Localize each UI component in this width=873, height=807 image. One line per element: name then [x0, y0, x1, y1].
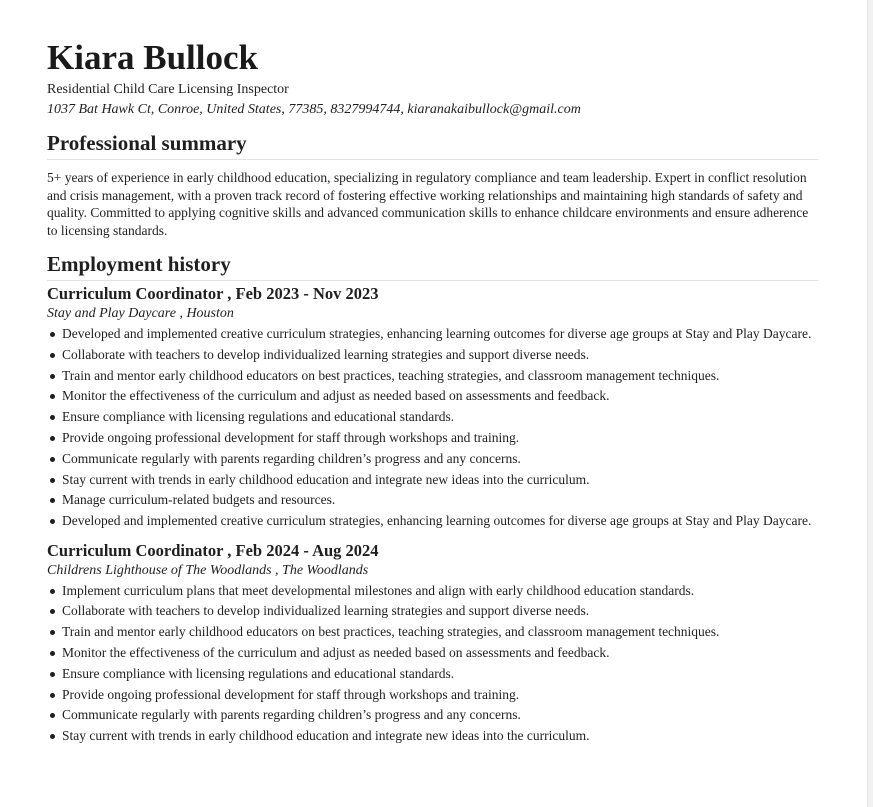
list-item: Manage curriculum-related budgets and resources. [47, 491, 819, 509]
resume-page [47, 36, 819, 748]
list-item: Monitor the effectiveness of the curriculum and adjust as needed based on assessments and feedback. [47, 644, 819, 662]
job-title-dates: Curriculum Coordinator , Feb 2023 - Nov 2023 [47, 284, 379, 303]
list-item: Provide ongoing professional development for staff through workshops and training. [47, 429, 819, 447]
list-item: Train and mentor early childhood educators on best practices, teaching strategies, and classroom management techniques. [47, 623, 819, 641]
list-item: Collaborate with teachers to develop individualized learning strategies and support diverse needs. [47, 346, 819, 364]
list-item: Developed and implemented creative curriculum strategies, enhancing learning outcomes for diverse age groups at Stay and Play Daycare. [47, 325, 819, 343]
candidate-name: Kiara Bullock [47, 38, 258, 77]
summary-section [47, 130, 819, 239]
list-item: Monitor the effectiveness of the curriculum and adjust as needed based on assessments and feedback. [47, 387, 819, 405]
employment-section [47, 251, 819, 745]
job-entry [47, 283, 819, 530]
list-item: Ensure compliance with licensing regulations and educational standards. [47, 665, 819, 683]
summary-text: 5+ years of experience in early childhood education, specializing in regulatory compliance and team leadership. Expert in conflict resolution and crisis management, with a proven track record of fostering effective working relationships and maintaining high standards of safety and quality. Committed to applying cognitive skills and advanced communication skills to enhance childcare environments and ensure adherence to licensing standards. [47, 170, 809, 238]
list-item: Provide ongoing professional development for staff through workshops and training. [47, 686, 819, 704]
employment-heading: Employment history [47, 251, 819, 281]
scrollbar[interactable] [867, 0, 873, 807]
list-item: Train and mentor early childhood educators on best practices, teaching strategies, and classroom management techniques. [47, 367, 819, 385]
job-title-dates: Curriculum Coordinator , Feb 2024 - Aug 2024 [47, 540, 379, 560]
list-item: Communicate regularly with parents regarding children’s progress and any concerns. [47, 450, 819, 468]
candidate-title: Residential Child Care Licensing Inspector [47, 82, 289, 97]
list-item: Ensure compliance with licensing regulations and educational standards. [47, 408, 819, 426]
list-item: Implement curriculum plans that meet developmental milestones and align with early childhood education standards. [47, 582, 819, 600]
list-item: Collaborate with teachers to develop individualized learning strategies and support diverse needs. [47, 602, 819, 620]
employer-location: Childrens Lighthouse of The Woodlands , The Woodlands [47, 562, 369, 578]
contact-info: 1037 Bat Hawk Ct, Conroe, United States, 77385, 8327994744, kiaranakaibullock@gmail.com [47, 102, 581, 117]
list-item: Stay current with trends in early childhood education and integrate new ideas into the curriculum. [47, 727, 819, 745]
job-bullet-list [47, 582, 819, 745]
list-item: Stay current with trends in early childhood education and integrate new ideas into the curriculum. [47, 471, 819, 489]
summary-heading: Professional summary [47, 130, 819, 160]
job-bullet-list [47, 325, 819, 530]
employer-location: Stay and Play Daycare , Houston [47, 306, 234, 321]
resume-header [47, 36, 819, 119]
list-item: Communicate regularly with parents regarding children’s progress and any concerns. [47, 706, 819, 724]
list-item: Developed and implemented creative curriculum strategies, enhancing learning outcomes for diverse age groups at Stay and Play Daycare. [47, 512, 819, 530]
job-entry [47, 540, 819, 745]
